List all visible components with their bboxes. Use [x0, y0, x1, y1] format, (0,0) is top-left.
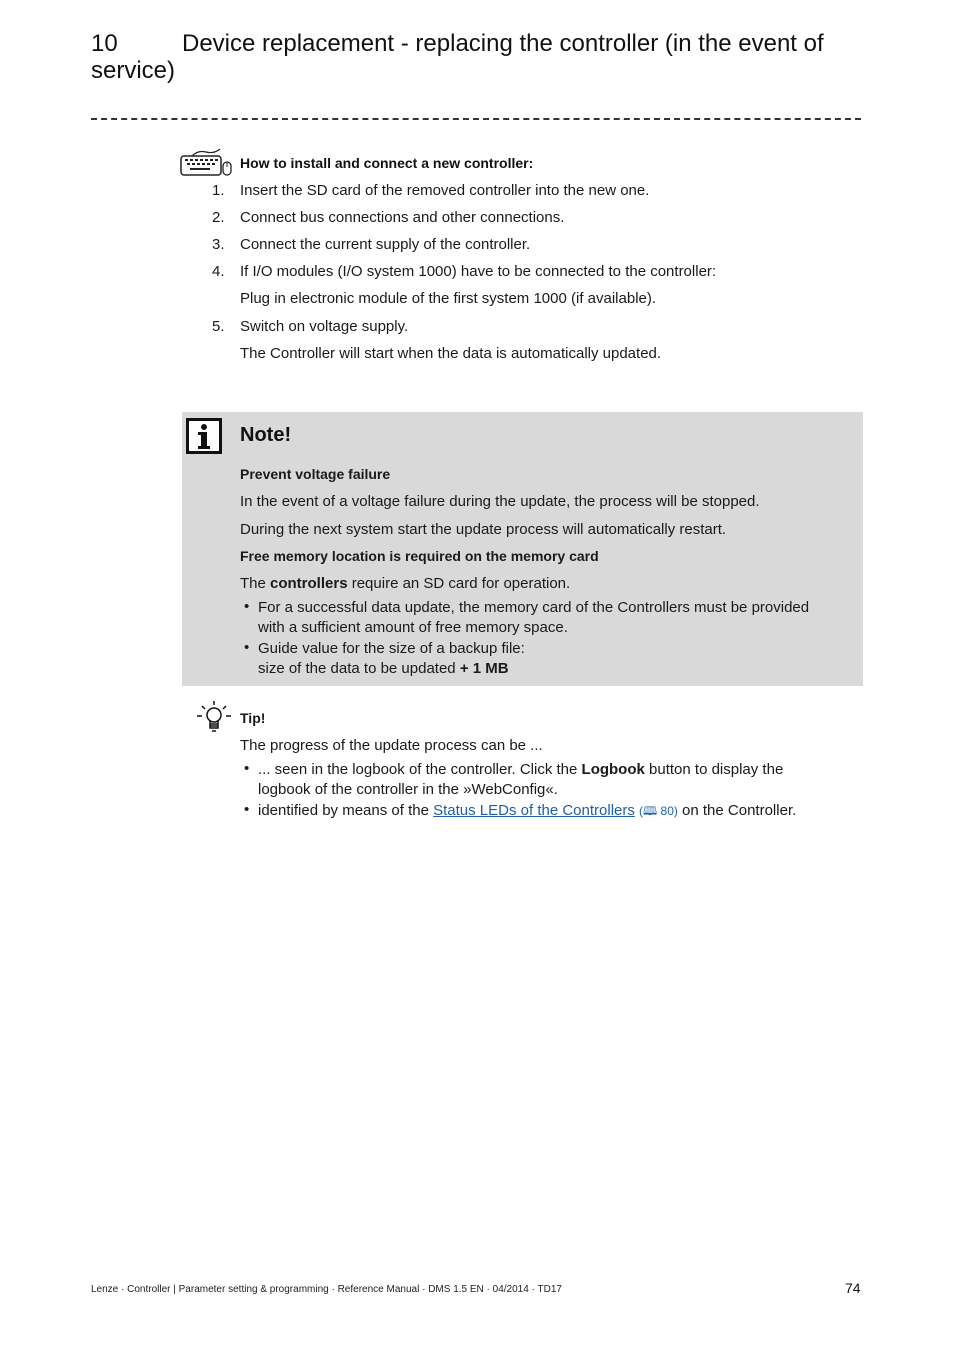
- note-paragraph: [240, 575, 570, 592]
- note-title: Note!: [240, 424, 292, 446]
- bullet-icon: •: [244, 639, 250, 656]
- bullet-text: [258, 760, 783, 800]
- note-paragraph: During the next system start the update process will automatically restart.: [240, 521, 727, 538]
- step-number: 2.: [212, 209, 225, 226]
- install-title: How to install and connect a new controller:: [240, 155, 534, 171]
- footer-text: Lenze · Controller | Parameter setting & programming · Reference Manual · DMS 1.5 EN · 04/2014 · TD17: [91, 1284, 562, 1295]
- step-text: Switch on voltage supply.: [240, 318, 409, 335]
- note-heading-memory: Free memory location is required on the memory card: [240, 548, 599, 564]
- step-text: Connect bus connections and other connections.: [240, 209, 565, 226]
- bullet-text: [258, 598, 809, 638]
- text-span: on the Controller.: [677, 802, 797, 819]
- page-number: 74: [845, 1280, 861, 1296]
- chapter-title-line2: service): [91, 57, 176, 84]
- bold-text: controllers: [270, 575, 348, 592]
- bullet-text: [258, 801, 796, 821]
- info-icon: [186, 418, 222, 454]
- chapter-title-line1: Device replacement - replacing the controller (in the event of: [182, 30, 824, 57]
- step-text: Connect the current supply of the controller.: [240, 236, 531, 253]
- chapter-heading: [91, 30, 881, 84]
- bullet-icon: •: [244, 760, 250, 777]
- keyboard-mouse-icon: [180, 148, 232, 178]
- lightbulb-icon: [196, 700, 232, 736]
- step-text: If I/O modules (I/O system 1000) have to be connected to the controller:: [240, 263, 717, 280]
- bold-text: + 1 MB: [459, 660, 509, 677]
- text-span: ... seen in the logbook of the controller. Click the: [258, 761, 582, 778]
- text-span: identified by means of the: [258, 802, 434, 819]
- bullet-icon: •: [244, 801, 250, 818]
- note-paragraph: In the event of a voltage failure during the update, the process will be stopped.: [240, 493, 760, 510]
- text-span: button to display the: [644, 761, 784, 778]
- step-number: 5.: [212, 318, 225, 335]
- text-span: require an SD card for operation.: [347, 575, 571, 592]
- bold-text: Logbook: [581, 761, 645, 778]
- step-number: 3.: [212, 236, 225, 253]
- chapter-number: 10: [91, 30, 118, 57]
- text-span: For a successful data update, the memory card of the Controllers must be provided: [258, 599, 810, 616]
- tip-intro: The progress of the update process can be ...: [240, 737, 543, 754]
- bullet-icon: •: [244, 598, 250, 615]
- text-span: The: [240, 575, 271, 592]
- status-leds-link[interactable]: Status LEDs of the Controllers: [433, 802, 635, 819]
- text-span: logbook of the controller in the »WebConfig«.: [258, 781, 558, 798]
- page-reference[interactable]: (🕮 80): [639, 804, 678, 818]
- text-span: size of the data to be updated: [258, 660, 460, 677]
- step-number: 1.: [212, 182, 225, 199]
- tip-title: Tip!: [240, 710, 266, 726]
- text-span: with a sufficient amount of free memory space.: [258, 619, 568, 636]
- step-number: 4.: [212, 263, 225, 280]
- bullet-text: [258, 639, 525, 679]
- heading-divider: [91, 118, 861, 120]
- step-text: Plug in electronic module of the first system 1000 (if available).: [240, 290, 657, 307]
- step-text: The Controller will start when the data is automatically updated.: [240, 345, 662, 362]
- note-heading-voltage: Prevent voltage failure: [240, 466, 391, 482]
- step-text: Insert the SD card of the removed controller into the new one.: [240, 182, 650, 199]
- text-span: Guide value for the size of a backup file:: [258, 640, 525, 657]
